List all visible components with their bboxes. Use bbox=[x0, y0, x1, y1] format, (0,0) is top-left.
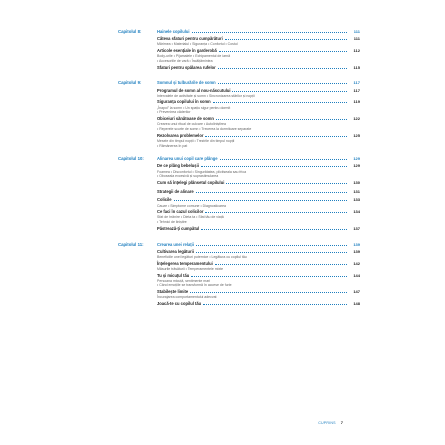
entry-title: Rezolvarea problemelor bbox=[157, 132, 204, 138]
entry-subtopics: Foamea • Disconfortul • Singurătatea, plictiseala sau frica bbox=[157, 169, 247, 174]
toc-entry bbox=[157, 209, 360, 224]
dot-leader bbox=[196, 245, 347, 246]
entry-page-number: 122 bbox=[353, 116, 360, 122]
dot-leader bbox=[174, 200, 347, 201]
toc-entry bbox=[157, 36, 360, 46]
entry-title: Păstrează-ți cumpătul bbox=[157, 225, 200, 231]
entry-subtopics: Mesele din timpul nopții • Trezirile din timpul nopții bbox=[157, 138, 235, 143]
footer-page-number: 7 bbox=[340, 420, 343, 425]
entry-subtopics: Body-urile • Pijamalele • Echipamentul de iarnă bbox=[157, 54, 231, 59]
toc-entry-row bbox=[157, 65, 360, 72]
dot-leader bbox=[203, 304, 347, 305]
entry-subtopics: • Tehnici de liniștire bbox=[157, 220, 187, 225]
toc-entry bbox=[157, 88, 360, 98]
chapter-block bbox=[0, 242, 445, 310]
entry-title: Articole esențiale în garderobă bbox=[157, 48, 217, 54]
toc-entry-row bbox=[157, 180, 360, 187]
entry-subtopics: „Înapoi” la somn • Un spațiu sigur pentru dormit bbox=[157, 105, 231, 110]
dot-leader bbox=[205, 212, 347, 213]
toc-entry bbox=[157, 163, 360, 178]
toc-entry bbox=[157, 289, 360, 299]
dot-leader bbox=[218, 68, 347, 69]
dot-leader bbox=[196, 252, 347, 253]
entry-page-number: 134 bbox=[353, 209, 360, 215]
entry-page-number: 130 bbox=[353, 180, 360, 185]
entry-page-number: 142 bbox=[353, 260, 360, 266]
dot-leader bbox=[201, 229, 347, 230]
chapter-title: Crearea unei relații bbox=[157, 241, 194, 247]
chapter-title: Somnul și tulburările de somn bbox=[157, 80, 216, 86]
toc-entry bbox=[157, 249, 360, 259]
toc-entry bbox=[157, 116, 360, 131]
chapter-title: Alinarea unui copil care plânge bbox=[157, 156, 218, 162]
toc-entry-row bbox=[157, 189, 360, 196]
entry-page-number: 115 bbox=[353, 64, 360, 70]
dot-leader bbox=[190, 292, 347, 293]
entry-subtopics: • Oboseala excesivă și suprastimularea bbox=[157, 174, 219, 179]
entry-title: Obiceiuri sănătoase de somn bbox=[157, 116, 214, 122]
chapter-block bbox=[0, 156, 445, 234]
toc-entry bbox=[157, 189, 360, 196]
entry-page-number: 147 bbox=[353, 289, 360, 295]
entry-page-number: 131 bbox=[353, 188, 360, 194]
dot-leader bbox=[192, 32, 347, 33]
dot-leader bbox=[220, 159, 347, 160]
page-footer bbox=[318, 420, 343, 425]
toc-entry-row bbox=[157, 226, 360, 233]
entry-title: Ce faci în cazul colicilor bbox=[157, 209, 204, 215]
entry-title: Cultivarea legăturii bbox=[157, 248, 194, 254]
chapter-label: Capitolul 9: bbox=[118, 80, 142, 86]
entry-subtopics: Cauze • Simptome comune • Diagnosticarea bbox=[157, 203, 226, 208]
toc-entry-row bbox=[157, 301, 360, 308]
toc-entry bbox=[157, 99, 360, 114]
entry-page-number: 129 bbox=[353, 163, 360, 169]
toc-entry bbox=[157, 65, 360, 72]
entry-subtopics: Mărimea • Materialul • Siguranța • Confortul • Costul bbox=[157, 42, 238, 47]
entry-title: Înțelegerea temperamentului bbox=[157, 260, 213, 266]
chapter-page-number: 139 bbox=[353, 241, 360, 247]
entry-subtopics: Intervalele de activitate și somn • Sincronizarea stărilor și nopții bbox=[157, 93, 255, 98]
entry-title: Colicile bbox=[157, 197, 172, 203]
chapter-page-number: 111 bbox=[353, 29, 360, 34]
entry-subtopics: Sfat de hrănire • Dieta ta • Sfat tău de viață bbox=[157, 215, 224, 220]
dot-leader bbox=[216, 119, 347, 120]
entry-subtopics: Măsurile trăsăturii • Temperamentele mixte bbox=[157, 266, 224, 271]
entry-subtopics: • Când emoțiile se transformă în accese de furie bbox=[157, 283, 232, 288]
chapter-page-number: 129 bbox=[353, 156, 360, 162]
chapter-body bbox=[157, 156, 360, 234]
toc-entry bbox=[157, 261, 360, 271]
dot-leader bbox=[196, 192, 347, 193]
chapter-body bbox=[157, 80, 360, 149]
chapter-heading-row bbox=[157, 80, 360, 87]
toc-entry bbox=[157, 301, 360, 308]
entry-title: Siguranța copilului în somn bbox=[157, 99, 211, 105]
dot-leader bbox=[213, 102, 347, 103]
entry-subtopics: Beneficiile unei legături puternice • Legătura cu copilul tău bbox=[157, 254, 247, 259]
dot-leader bbox=[219, 51, 347, 52]
dot-leader bbox=[232, 91, 347, 92]
chapter-label: Capitolul 11: bbox=[118, 241, 144, 247]
toc-entry bbox=[157, 133, 360, 148]
entry-page-number: 133 bbox=[353, 197, 360, 203]
footer-section-label: CUPRINS bbox=[318, 420, 336, 425]
chapter-heading-row bbox=[157, 242, 360, 249]
dot-leader bbox=[191, 276, 347, 277]
entry-subtopics: Încurajarea comportamentului adecvat bbox=[157, 295, 217, 300]
entry-page-number: 139 bbox=[353, 248, 360, 254]
dot-leader bbox=[225, 39, 347, 40]
entry-page-number: 144 bbox=[353, 272, 360, 278]
chapter-title: Hainele copilului bbox=[157, 29, 190, 34]
entry-page-number: 117 bbox=[353, 87, 360, 93]
entry-subtopics: • Rămânerea în pat bbox=[157, 143, 188, 148]
chapter-block bbox=[0, 29, 445, 73]
dot-leader bbox=[215, 264, 347, 265]
dot-leader bbox=[201, 166, 347, 167]
toc-entry bbox=[157, 48, 360, 63]
dot-leader bbox=[205, 136, 347, 137]
entry-page-number: 119 bbox=[353, 99, 360, 105]
chapter-heading-row bbox=[157, 29, 360, 36]
entry-title: Programul de somn al nou-născutului bbox=[157, 87, 231, 93]
entry-title: Stabilește limite bbox=[157, 289, 189, 295]
entry-page-number: 137 bbox=[353, 225, 360, 231]
toc-entry bbox=[157, 273, 360, 288]
entry-subtopics: • Accesoriile de vară • Încălțămintea bbox=[157, 58, 213, 63]
entry-page-number: 148 bbox=[353, 301, 360, 306]
chapter-body bbox=[157, 242, 360, 310]
chapter-block bbox=[0, 80, 445, 149]
entry-subtopics: Crearea unui ritual de culcare • Autoliniștirea bbox=[157, 122, 226, 127]
entry-title: De ce plâng bebelușii bbox=[157, 163, 199, 169]
chapter-label: Capitolul 8: bbox=[118, 29, 142, 34]
entry-title: Strategii de alinare bbox=[157, 188, 194, 194]
entry-title: Joacă-te cu copilul tău bbox=[157, 301, 202, 306]
entry-title: Sfaturi pentru spălarea rufelor bbox=[157, 64, 216, 70]
entry-title: Cum să înțelegi plânsetul copilului bbox=[157, 180, 225, 185]
toc-entry bbox=[157, 226, 360, 233]
dot-leader bbox=[226, 183, 347, 184]
toc-entry bbox=[157, 197, 360, 207]
toc-entry bbox=[157, 180, 360, 187]
dot-leader bbox=[218, 83, 347, 84]
chapter-label: Capitolul 10: bbox=[118, 156, 144, 162]
entry-page-number: 111 bbox=[353, 36, 360, 42]
entry-subtopics: • Reperele scurte de somn • Trecerea la dormitoare separate bbox=[157, 126, 252, 131]
entry-subtopics: Persoana micuță, sentimente mari bbox=[157, 278, 211, 283]
toc bbox=[0, 29, 445, 310]
chapter-body bbox=[157, 29, 360, 73]
entry-page-number: 125 bbox=[353, 132, 360, 138]
entry-title: Câteva sfaturi pentru cumpărături bbox=[157, 36, 223, 42]
chapter-page-number: 117 bbox=[353, 80, 360, 86]
chapter-heading-row bbox=[157, 156, 360, 163]
entry-title: Tu și micuțul tău bbox=[157, 272, 190, 278]
entry-page-number: 112 bbox=[353, 48, 360, 54]
entry-subtopics: • Prevenirea căderilor bbox=[157, 110, 191, 115]
